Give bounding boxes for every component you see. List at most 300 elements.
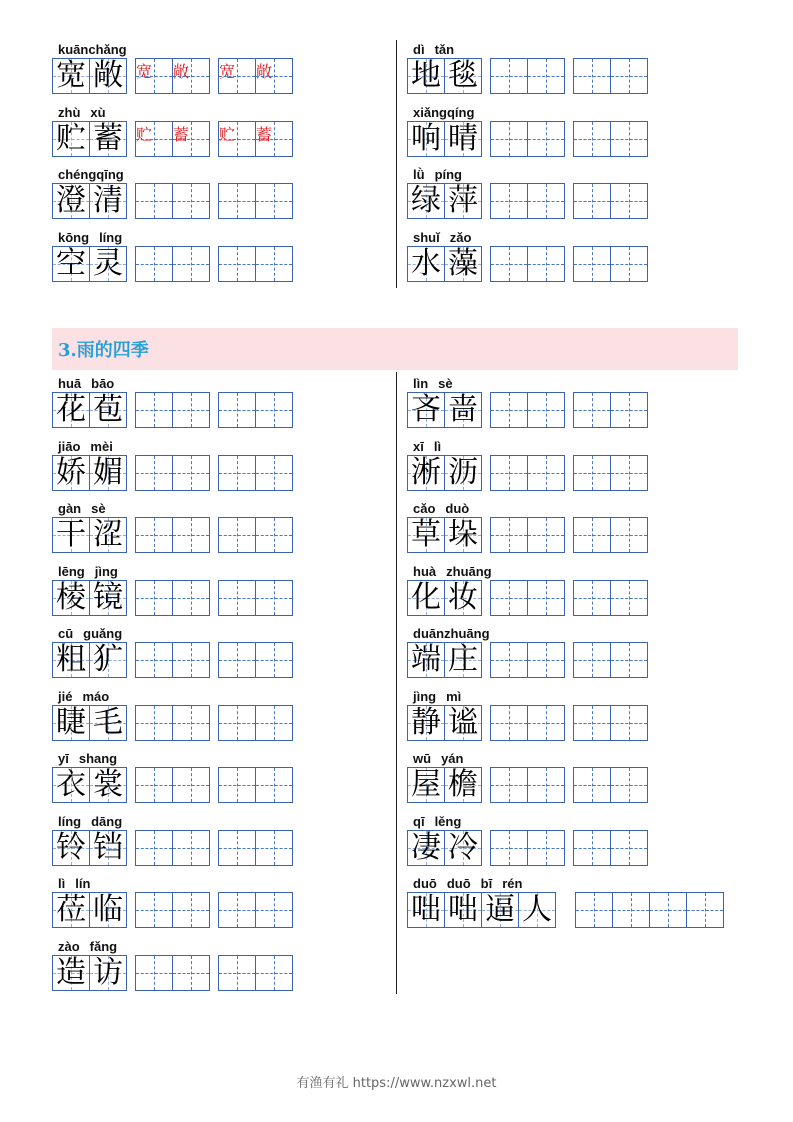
pinyin-syllable: kōng <box>58 229 90 245</box>
practice-cell[interactable] <box>218 892 256 928</box>
practice-pair[interactable] <box>218 580 292 616</box>
practice-cell[interactable] <box>573 455 611 491</box>
empty-practice-cell[interactable] <box>649 892 687 928</box>
hanzi-pair <box>407 517 481 553</box>
pinyin-syllable: líng <box>58 813 82 829</box>
practice-cell[interactable] <box>573 642 611 678</box>
practice-pair[interactable] <box>135 955 209 991</box>
tianzige-cell <box>407 455 445 491</box>
practice-cell[interactable] <box>218 183 256 219</box>
practice-pair[interactable] <box>490 58 564 94</box>
tianzige-cell <box>89 58 127 94</box>
practice-cell[interactable] <box>573 183 611 219</box>
hanzi-char: 造 <box>56 954 86 990</box>
hanzi-char: 铛 <box>93 829 123 865</box>
practice-cell[interactable] <box>490 246 528 282</box>
practice-pair[interactable] <box>135 517 209 553</box>
writing-cells <box>52 830 292 866</box>
hanzi-pair <box>407 392 481 428</box>
practice-cell[interactable] <box>172 767 210 803</box>
practice-pair[interactable] <box>573 58 647 94</box>
practice-cell[interactable] <box>172 580 210 616</box>
practice-cell[interactable] <box>135 830 173 866</box>
practice-cell[interactable] <box>527 246 565 282</box>
pinyin-syllable: sè <box>91 501 106 516</box>
hanzi-pair <box>407 183 481 219</box>
practice-cell[interactable] <box>135 246 173 282</box>
practice-cell[interactable] <box>490 183 528 219</box>
pinyin-syllable: jiāo <box>58 438 81 454</box>
practice-cell[interactable] <box>610 58 648 94</box>
practice-pair[interactable] <box>135 392 209 428</box>
practice-pair[interactable] <box>218 705 292 741</box>
tianzige-cell <box>52 955 90 991</box>
practice-cell[interactable] <box>255 705 293 741</box>
hanzi-char: 镜 <box>93 579 123 615</box>
practice-pair[interactable] <box>218 517 292 553</box>
practice-cell[interactable] <box>490 517 528 553</box>
practice-cell <box>172 58 210 94</box>
practice-cell[interactable] <box>255 246 293 282</box>
practice-pair[interactable] <box>573 705 647 741</box>
tianzige-cell <box>407 392 445 428</box>
hanzi-char: 凄 <box>411 829 441 865</box>
hanzi-char: 棱 <box>56 579 86 615</box>
practice-pair[interactable] <box>218 830 292 866</box>
pinyin-syllable: xī <box>413 438 424 454</box>
practice-cell[interactable] <box>255 517 293 553</box>
column-divider <box>396 40 397 288</box>
tianzige-cell <box>52 830 90 866</box>
hanzi-char: 化 <box>411 579 441 615</box>
practice-pair[interactable] <box>490 705 564 741</box>
tianzige-cell <box>407 580 445 616</box>
practice-cell[interactable] <box>255 892 293 928</box>
pinyin-syllable: jié <box>58 688 73 704</box>
practice-pair[interactable] <box>573 392 647 428</box>
tianzige-cell <box>89 892 127 928</box>
tianzige-cell <box>444 58 482 94</box>
tianzige-cell <box>444 517 482 553</box>
practice-pair[interactable] <box>490 830 564 866</box>
tianzige-cell <box>407 892 445 928</box>
practice-cell[interactable] <box>610 183 648 219</box>
hanzi-char: 空 <box>56 245 86 281</box>
tianzige-cell <box>444 246 482 282</box>
practice-cell[interactable] <box>490 121 528 157</box>
practice-cell[interactable] <box>218 830 256 866</box>
practice-cell[interactable] <box>255 183 293 219</box>
practice-cell[interactable] <box>610 767 648 803</box>
hanzi-char: 吝 <box>411 392 441 427</box>
practice-pair[interactable] <box>218 246 292 282</box>
tianzige-cell <box>52 58 90 94</box>
practice-cell[interactable] <box>573 246 611 282</box>
practice-pair[interactable] <box>218 642 292 678</box>
tianzige-cell <box>52 580 90 616</box>
practice-pair[interactable] <box>135 455 209 491</box>
tianzige-cell <box>52 246 90 282</box>
hanzi-char: 端 <box>411 642 441 677</box>
practice-pair[interactable] <box>573 183 647 219</box>
practice-cell[interactable] <box>610 580 648 616</box>
tianzige-cell <box>52 642 90 678</box>
pinyin-syllable: kuānchǎng <box>58 42 127 57</box>
practice-cell[interactable] <box>172 183 210 219</box>
hanzi-char: 响 <box>411 120 441 156</box>
hanzi-pair <box>52 517 126 553</box>
hanzi-pair <box>52 580 126 616</box>
tianzige-cell <box>89 246 127 282</box>
pinyin-label <box>413 814 471 830</box>
writing-cells <box>407 183 647 219</box>
hanzi-char: 谧 <box>448 704 478 740</box>
writing-cells <box>52 246 292 282</box>
practice-cell[interactable] <box>218 767 256 803</box>
tianzige-cell <box>89 455 127 491</box>
practice-pair[interactable] <box>135 705 209 741</box>
pinyin-syllable: dāng <box>91 813 123 829</box>
practice-cell[interactable] <box>172 892 210 928</box>
practice-pair[interactable] <box>573 830 647 866</box>
pinyin-syllable: duò <box>445 501 470 516</box>
empty-practice-cell[interactable] <box>612 892 650 928</box>
practice-pair[interactable] <box>490 580 564 616</box>
hanzi-char: 水 <box>411 245 441 281</box>
hanzi-char: 啬 <box>448 392 478 427</box>
practice-cell[interactable] <box>172 455 210 491</box>
practice-pair[interactable] <box>218 892 292 928</box>
practice-cell[interactable] <box>135 580 173 616</box>
tianzige-cell <box>444 455 482 491</box>
tianzige-cell <box>407 121 445 157</box>
practice-cell[interactable] <box>527 183 565 219</box>
writing-cells <box>407 767 647 803</box>
practice-pair[interactable] <box>573 767 647 803</box>
hanzi-char: 访 <box>93 954 123 990</box>
practice-pair[interactable] <box>218 767 292 803</box>
pinyin-syllable: tǎn <box>434 42 455 57</box>
practice-pair[interactable] <box>490 183 564 219</box>
writing-cells <box>407 121 647 157</box>
practice-pair[interactable] <box>490 517 564 553</box>
hanzi-char: 草 <box>411 517 441 552</box>
practice-pair[interactable] <box>135 183 209 219</box>
tianzige-cell <box>444 705 482 741</box>
practice-cell[interactable] <box>573 705 611 741</box>
practice-pair[interactable] <box>135 892 209 928</box>
practice-cell[interactable] <box>527 517 565 553</box>
tianzige-cell <box>444 121 482 157</box>
practice-pair[interactable] <box>490 455 564 491</box>
practice-cell[interactable] <box>527 580 565 616</box>
pinyin-label <box>413 439 451 455</box>
pinyin-syllable: lín <box>75 876 91 891</box>
practice-pair[interactable] <box>135 246 209 282</box>
practice-cell[interactable] <box>490 455 528 491</box>
practice-cell[interactable] <box>255 830 293 866</box>
pinyin-syllable: zhuāng <box>446 563 492 579</box>
pinyin-label <box>58 876 100 892</box>
practice-cell[interactable] <box>172 705 210 741</box>
practice-cell[interactable] <box>135 767 173 803</box>
practice-cell[interactable] <box>527 455 565 491</box>
hanzi-pair <box>52 455 126 491</box>
practice-pair[interactable] <box>490 642 564 678</box>
pinyin-label <box>413 230 481 246</box>
writing-cells <box>407 580 647 616</box>
practice-cell[interactable] <box>172 517 210 553</box>
practice-pair[interactable] <box>135 767 209 803</box>
practice-cell <box>135 121 173 157</box>
practice-cell[interactable] <box>255 767 293 803</box>
pinyin-label <box>58 105 116 121</box>
tianzige-cell <box>52 121 90 157</box>
practice-cell[interactable] <box>218 392 256 428</box>
tianzige-cell <box>89 580 127 616</box>
practice-cell[interactable] <box>255 580 293 616</box>
practice-cell[interactable] <box>490 705 528 741</box>
practice-cell[interactable] <box>218 455 256 491</box>
pinyin-syllable: mèi <box>90 438 113 454</box>
writing-cells <box>52 892 292 928</box>
practice-cell[interactable] <box>490 580 528 616</box>
practice-cell[interactable] <box>135 392 173 428</box>
practice-cell[interactable] <box>527 58 565 94</box>
hanzi-char: 屋 <box>411 767 441 802</box>
writing-cells <box>52 58 292 94</box>
column-divider <box>396 372 397 994</box>
hanzi-char: 贮 <box>56 120 86 156</box>
practice-cell[interactable] <box>135 642 173 678</box>
pinyin-label <box>58 439 123 455</box>
tracing-char: 宽 <box>219 62 236 81</box>
hanzi-pair <box>407 580 481 616</box>
practice-cell[interactable] <box>573 580 611 616</box>
hanzi-char: 粗 <box>56 642 86 677</box>
pinyin-syllable: zǎo <box>449 229 472 245</box>
practice-pair[interactable] <box>218 392 292 428</box>
hanzi-pair <box>407 455 481 491</box>
practice-cell[interactable] <box>490 767 528 803</box>
practice-cell[interactable] <box>490 830 528 866</box>
practice-pair[interactable] <box>573 246 647 282</box>
practice-pair[interactable] <box>135 580 209 616</box>
practice-cell[interactable] <box>527 830 565 866</box>
writing-cells <box>52 705 292 741</box>
hanzi-char: 淅 <box>411 454 441 490</box>
practice-cell[interactable] <box>135 455 173 491</box>
pinyin-syllable: yī <box>58 751 69 766</box>
tianzige-cell <box>52 455 90 491</box>
hanzi-char: 衣 <box>56 767 86 802</box>
tracing-char: 贮 <box>136 124 153 144</box>
empty-practice-cell[interactable] <box>575 892 613 928</box>
practice-cell[interactable] <box>490 642 528 678</box>
writing-cells <box>407 830 647 866</box>
practice-cell[interactable] <box>490 58 528 94</box>
pinyin-syllable: jìng <box>94 563 118 579</box>
practice-cell[interactable] <box>527 392 565 428</box>
practice-cell[interactable] <box>172 830 210 866</box>
pinyin-syllable: shang <box>78 751 118 766</box>
pinyin-label <box>413 501 479 517</box>
tianzige-cell <box>89 517 127 553</box>
pinyin-syllable: líng <box>99 229 123 245</box>
pinyin-syllable: lìn <box>413 376 429 391</box>
practice-cell[interactable] <box>610 642 648 678</box>
pinyin-syllable: cū <box>58 626 74 641</box>
writing-cells <box>52 392 292 428</box>
practice-cell[interactable] <box>255 392 293 428</box>
practice-pair[interactable] <box>218 183 292 219</box>
footer-text: 有渔有礼 https://www.nzxwl.net <box>296 1076 497 1091</box>
practice-pair[interactable] <box>135 642 209 678</box>
practice-cell[interactable] <box>255 455 293 491</box>
tianzige-cell <box>89 121 127 157</box>
practice-cell[interactable] <box>218 705 256 741</box>
practice-cell[interactable] <box>573 830 611 866</box>
practice-cell[interactable] <box>610 392 648 428</box>
practice-cell[interactable] <box>172 392 210 428</box>
practice-pair[interactable] <box>573 642 647 678</box>
tianzige-cell <box>444 767 482 803</box>
practice-cell[interactable] <box>218 642 256 678</box>
hanzi-pair <box>407 246 481 282</box>
tianzige-cell <box>444 183 482 219</box>
pinyin-label <box>58 564 128 580</box>
pinyin-syllable: cǎo <box>413 501 436 516</box>
practice-cell[interactable] <box>135 892 173 928</box>
writing-cells <box>52 642 292 678</box>
practice-cell <box>255 58 293 94</box>
practice-cells[interactable] <box>575 892 723 928</box>
pinyin-syllable: zhù <box>58 104 81 120</box>
practice-pair <box>218 121 292 157</box>
practice-cell[interactable] <box>255 955 293 991</box>
hanzi-pair <box>52 705 126 741</box>
practice-cell[interactable] <box>218 580 256 616</box>
practice-pair <box>135 58 209 94</box>
practice-cell[interactable] <box>218 517 256 553</box>
practice-cell[interactable] <box>527 705 565 741</box>
hanzi-char: 毛 <box>93 704 123 740</box>
practice-cell[interactable] <box>527 767 565 803</box>
practice-cell[interactable] <box>610 121 648 157</box>
practice-pair[interactable] <box>490 767 564 803</box>
hanzi-char: 蓄 <box>93 120 123 156</box>
tianzige-cell <box>444 642 482 678</box>
practice-pair[interactable] <box>490 392 564 428</box>
tracing-char: 贮 <box>219 124 236 144</box>
tracing-char: 敞 <box>256 62 273 81</box>
tianzige-cell <box>444 892 482 928</box>
practice-pair[interactable] <box>490 246 564 282</box>
practice-cell[interactable] <box>527 642 565 678</box>
tianzige-cell <box>52 705 90 741</box>
practice-pair[interactable] <box>573 121 647 157</box>
writing-cells <box>407 642 647 678</box>
pinyin-syllable: lì <box>433 438 442 454</box>
pinyin-label <box>413 376 463 392</box>
practice-pair <box>135 121 209 157</box>
practice-cell[interactable] <box>135 517 173 553</box>
tianzige-cell <box>89 830 127 866</box>
practice-pair[interactable] <box>573 517 647 553</box>
practice-cell[interactable] <box>527 121 565 157</box>
practice-cell[interactable] <box>135 705 173 741</box>
practice-cell[interactable] <box>172 955 210 991</box>
tianzige-cell <box>407 517 445 553</box>
hanzi-char: 莅 <box>56 892 86 927</box>
practice-cell <box>255 121 293 157</box>
practice-cell[interactable] <box>218 246 256 282</box>
hanzi-char: 咄 <box>411 892 441 927</box>
pinyin-syllable: máo <box>82 688 110 704</box>
writing-cells <box>52 767 292 803</box>
practice-pair[interactable] <box>573 580 647 616</box>
practice-cell[interactable] <box>573 767 611 803</box>
hanzi-char: 临 <box>93 892 123 927</box>
empty-practice-cell[interactable] <box>686 892 724 928</box>
practice-pair[interactable] <box>573 455 647 491</box>
pinyin-syllable: píng <box>434 167 462 182</box>
pinyin-syllable: zào <box>58 938 80 954</box>
practice-cell[interactable] <box>610 455 648 491</box>
practice-cell[interactable] <box>610 246 648 282</box>
practice-cell[interactable] <box>573 121 611 157</box>
practice-cell[interactable] <box>490 392 528 428</box>
pinyin-label <box>413 564 502 580</box>
practice-cell[interactable] <box>573 58 611 94</box>
pinyin-syllable: xù <box>90 104 106 120</box>
pinyin-syllable: gàn <box>58 501 82 516</box>
pinyin-label <box>413 105 484 121</box>
pinyin-label <box>58 230 132 246</box>
hanzi-char: 澄 <box>56 183 86 218</box>
pinyin-label <box>58 626 132 642</box>
tianzige-cell <box>444 830 482 866</box>
hanzi-pair <box>52 955 126 991</box>
hanzi-pair <box>407 58 481 94</box>
practice-cell[interactable] <box>172 642 210 678</box>
hanzi-pair <box>407 892 555 928</box>
practice-cell[interactable] <box>255 642 293 678</box>
practice-cell[interactable] <box>172 246 210 282</box>
pinyin-syllable: fǎng <box>89 938 118 954</box>
practice-pair[interactable] <box>218 455 292 491</box>
practice-pair[interactable] <box>218 955 292 991</box>
practice-pair[interactable] <box>135 830 209 866</box>
practice-cell[interactable] <box>135 183 173 219</box>
pinyin-syllable: jìng <box>413 688 437 704</box>
writing-cells <box>407 392 647 428</box>
practice-cell[interactable] <box>610 830 648 866</box>
writing-cells <box>52 183 292 219</box>
practice-cell[interactable] <box>573 392 611 428</box>
practice-cell[interactable] <box>610 705 648 741</box>
pinyin-syllable: wū <box>413 751 432 766</box>
practice-cell[interactable] <box>573 517 611 553</box>
tianzige-cell <box>407 183 445 219</box>
practice-cell[interactable] <box>610 517 648 553</box>
practice-cell <box>218 58 256 94</box>
practice-cell[interactable] <box>218 955 256 991</box>
tianzige-cell <box>89 183 127 219</box>
practice-pair[interactable] <box>490 121 564 157</box>
tianzige-cell <box>52 392 90 428</box>
practice-cell[interactable] <box>135 955 173 991</box>
